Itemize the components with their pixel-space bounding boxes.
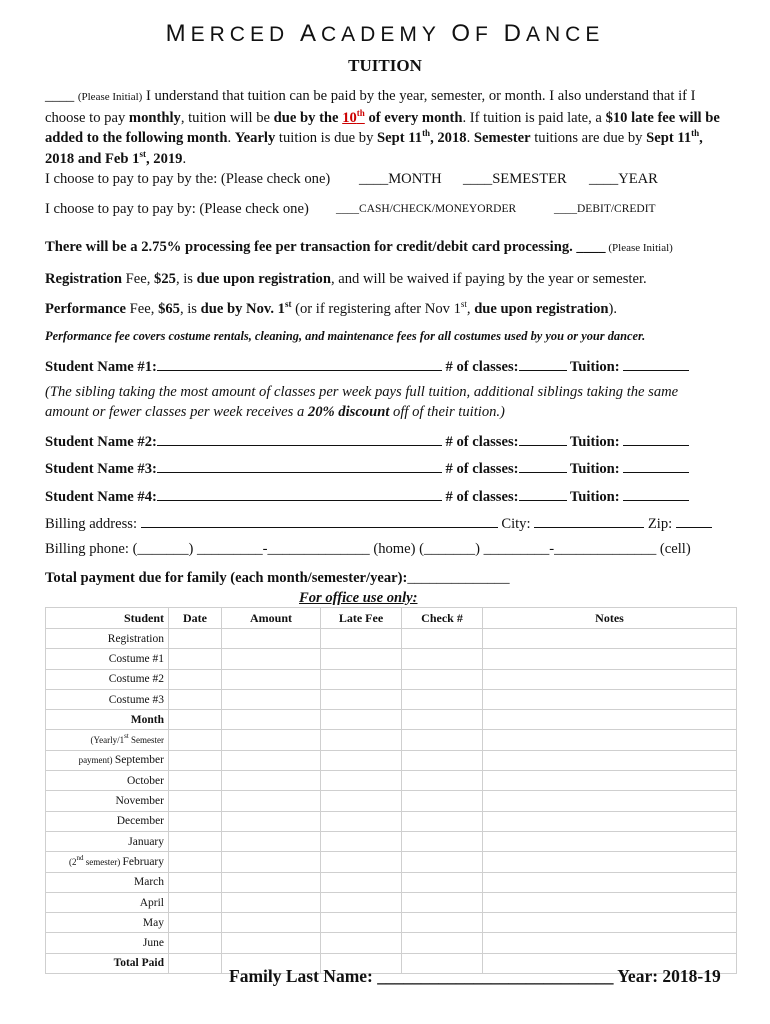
table-cell[interactable]	[169, 710, 222, 730]
table-cell[interactable]	[321, 831, 402, 851]
table-cell[interactable]	[321, 892, 402, 912]
student-2-row[interactable]: Student Name #2: # of classes: Tuition:	[45, 431, 689, 451]
table-cell[interactable]	[222, 831, 321, 851]
title-initial: A	[299, 20, 321, 47]
title-rest: F	[474, 23, 504, 46]
billing-address-row[interactable]: Billing address: City: Zip:	[45, 513, 712, 533]
table-cell[interactable]	[222, 771, 321, 791]
performance-fee-note: Performance fee covers costume rentals, cleaning, and maintenance fees for all costumes used by you or your dancer.	[45, 329, 646, 343]
performance-fee-text: Performance Fee, $65, is due by Nov. 1st (or if registering after Nov 1st, due upon registration).	[45, 299, 618, 317]
row-label: Month	[46, 710, 169, 730]
table-cell[interactable]	[321, 872, 402, 892]
table-row	[46, 771, 737, 791]
table-cell[interactable]	[321, 852, 402, 872]
table-cell[interactable]	[402, 629, 483, 649]
option-semester[interactable]: ____SEMESTER	[463, 171, 567, 187]
table-cell[interactable]	[402, 791, 483, 811]
table-cell[interactable]	[169, 791, 222, 811]
table-row	[46, 629, 737, 649]
tuition-policy-paragraph: ____ (Please Initial) I understand that tuition can be paid by the year, semester, or month. I also understand that if I choose to pay monthly, tuition will be due by the 10th of every month. If tuition is paid late, a $10 late fee will be added to the following month. Yearly tuition is due by Sept 11th, 2018. Semester tuitions are due by Sept 11th, 2018 and Feb 1st, 2019.	[45, 88, 720, 167]
table-cell[interactable]	[402, 689, 483, 709]
table-cell[interactable]	[222, 689, 321, 709]
table-cell[interactable]	[169, 771, 222, 791]
table-cell[interactable]	[402, 892, 483, 912]
table-cell[interactable]	[402, 852, 483, 872]
table-cell[interactable]	[402, 669, 483, 689]
col-check: Check #	[402, 608, 483, 629]
table-cell[interactable]	[169, 750, 222, 770]
table-cell[interactable]	[169, 629, 222, 649]
row-label: November	[46, 791, 169, 811]
table-cell[interactable]	[169, 649, 222, 669]
student-3-row[interactable]: Student Name #3: # of classes: Tuition:	[45, 458, 689, 478]
table-cell[interactable]	[402, 811, 483, 831]
title-rest: ANCE	[526, 23, 605, 46]
table-cell[interactable]	[222, 811, 321, 831]
table-cell[interactable]	[169, 892, 222, 912]
option-debit-credit[interactable]: ____DEBIT/CREDIT	[554, 203, 656, 215]
row-label: Costume #3	[46, 689, 169, 709]
table-cell[interactable]	[483, 750, 737, 770]
table-cell[interactable]	[321, 913, 402, 933]
table-cell[interactable]	[222, 872, 321, 892]
billing-phone-row[interactable]: Billing phone: (_______) _________-______________ (home) (_______) _________-______________ (cell)	[45, 541, 691, 557]
table-cell[interactable]	[321, 811, 402, 831]
family-last-name-row[interactable]: Family Last Name: ___________________________ Year: 2018-19	[229, 966, 721, 986]
table-cell[interactable]	[222, 791, 321, 811]
table-cell[interactable]	[222, 933, 321, 953]
table-cell[interactable]	[222, 892, 321, 912]
row-label: Registration	[46, 629, 169, 649]
office-use-caption: For office use only:	[299, 590, 418, 606]
table-cell[interactable]	[402, 771, 483, 791]
pay-period-label: I choose to pay to pay by the: (Please check one)	[45, 171, 331, 187]
table-cell[interactable]	[402, 872, 483, 892]
table-cell[interactable]	[321, 730, 402, 750]
col-notes: Notes	[483, 608, 737, 629]
table-cell[interactable]	[402, 933, 483, 953]
table-cell[interactable]	[169, 913, 222, 933]
sibling-discount-note: (The sibling taking the most amount of classes per week pays full tuition, additional siblings taking the same amount or fewer classes per week receives a 20% discount off of their tuition.)	[45, 384, 679, 420]
row-label: Costume #2	[46, 669, 169, 689]
table-cell[interactable]	[222, 730, 321, 750]
table-cell[interactable]	[222, 669, 321, 689]
table-cell[interactable]	[222, 913, 321, 933]
table-cell[interactable]	[222, 649, 321, 669]
table-cell[interactable]	[321, 689, 402, 709]
table-cell[interactable]	[402, 831, 483, 851]
table-cell[interactable]	[222, 629, 321, 649]
row-label: Total Paid	[46, 953, 169, 973]
registration-fee-text: Registration Fee, $25, is due upon registration, and will be waived if paying by the year or semester.	[45, 271, 647, 287]
table-cell[interactable]	[169, 852, 222, 872]
academy-title	[0, 20, 770, 48]
table-cell[interactable]	[402, 710, 483, 730]
table-cell[interactable]	[483, 852, 737, 872]
table-row	[46, 892, 737, 912]
row-label: April	[46, 892, 169, 912]
table-cell[interactable]	[483, 629, 737, 649]
table-cell[interactable]	[222, 852, 321, 872]
option-cash-check[interactable]: ____CASH/CHECK/MONEYORDER	[336, 203, 517, 215]
table-cell[interactable]	[483, 913, 737, 933]
row-label: October	[46, 771, 169, 791]
table-row	[46, 913, 737, 933]
row-label: (Yearly/1st Semester	[46, 730, 169, 750]
table-cell[interactable]	[321, 710, 402, 730]
row-label: June	[46, 933, 169, 953]
table-cell[interactable]	[402, 913, 483, 933]
table-cell[interactable]	[483, 730, 737, 750]
col-student: Student	[46, 608, 169, 629]
row-label: January	[46, 831, 169, 851]
title-initial: D	[503, 20, 526, 47]
row-label: December	[46, 811, 169, 831]
total-payment-due[interactable]: Total payment due for family (each month/semester/year):______________	[45, 570, 510, 586]
col-date: Date	[169, 608, 222, 629]
table-row	[46, 872, 737, 892]
page-subtitle: TUITION	[348, 56, 422, 75]
table-row	[46, 852, 737, 872]
table-cell[interactable]	[321, 750, 402, 770]
office-use-table	[45, 607, 737, 974]
pay-method-label: I choose to pay to pay by: (Please check one)	[45, 201, 309, 217]
table-cell[interactable]	[321, 771, 402, 791]
table-cell[interactable]	[483, 831, 737, 851]
option-month[interactable]: ____MONTH	[359, 171, 442, 187]
table-cell[interactable]	[169, 953, 222, 973]
title-initial: M	[165, 20, 191, 47]
student-4-row[interactable]: Student Name #4: # of classes: Tuition:	[45, 486, 689, 506]
title-initial: O	[451, 20, 475, 47]
initial-blank[interactable]: ____	[45, 88, 75, 104]
table-header-row	[46, 608, 737, 629]
title-rest: CADEMY	[321, 23, 452, 46]
table-cell[interactable]	[169, 689, 222, 709]
row-label: Costume #1	[46, 649, 169, 669]
table-row	[46, 649, 737, 669]
table-cell[interactable]	[483, 791, 737, 811]
table-cell[interactable]	[169, 831, 222, 851]
table-row	[46, 811, 737, 831]
table-row	[46, 831, 737, 851]
table-cell[interactable]	[222, 710, 321, 730]
table-row	[46, 669, 737, 689]
table-cell[interactable]	[169, 730, 222, 750]
table-row	[46, 933, 737, 953]
table-cell[interactable]	[402, 730, 483, 750]
table-cell[interactable]	[321, 791, 402, 811]
table-cell[interactable]	[321, 629, 402, 649]
table-cell[interactable]	[483, 649, 737, 669]
table-cell[interactable]	[483, 811, 737, 831]
table-cell[interactable]	[483, 933, 737, 953]
col-amount: Amount	[222, 608, 321, 629]
table-cell[interactable]	[321, 669, 402, 689]
processing-fee-notice: There will be a 2.75% processing fee per transaction for credit/debit card processing. ____ (Please Initial)	[45, 239, 673, 255]
table-cell[interactable]	[483, 892, 737, 912]
table-row	[46, 730, 737, 750]
row-label: March	[46, 872, 169, 892]
row-label: (2nd semester) February	[46, 852, 169, 872]
table-row	[46, 791, 737, 811]
table-cell[interactable]	[321, 649, 402, 669]
table-cell[interactable]	[321, 933, 402, 953]
table-row	[46, 710, 737, 730]
title-rest: ERCED	[190, 23, 300, 46]
table-row	[46, 689, 737, 709]
table-cell[interactable]	[402, 750, 483, 770]
student-1-row[interactable]: Student Name #1: # of classes: Tuition:	[45, 356, 689, 376]
table-cell[interactable]	[483, 669, 737, 689]
table-cell[interactable]	[169, 933, 222, 953]
col-late-fee: Late Fee	[321, 608, 402, 629]
table-cell[interactable]	[483, 689, 737, 709]
table-cell[interactable]	[169, 669, 222, 689]
table-cell[interactable]	[483, 771, 737, 791]
option-year[interactable]: ____YEAR	[589, 171, 658, 187]
table-row	[46, 750, 737, 770]
table-cell[interactable]	[402, 649, 483, 669]
table-cell[interactable]	[169, 872, 222, 892]
row-label: May	[46, 913, 169, 933]
table-cell[interactable]	[483, 872, 737, 892]
table-cell[interactable]	[483, 710, 737, 730]
table-cell[interactable]	[169, 811, 222, 831]
row-label: payment) September	[46, 750, 169, 770]
table-cell[interactable]	[222, 750, 321, 770]
